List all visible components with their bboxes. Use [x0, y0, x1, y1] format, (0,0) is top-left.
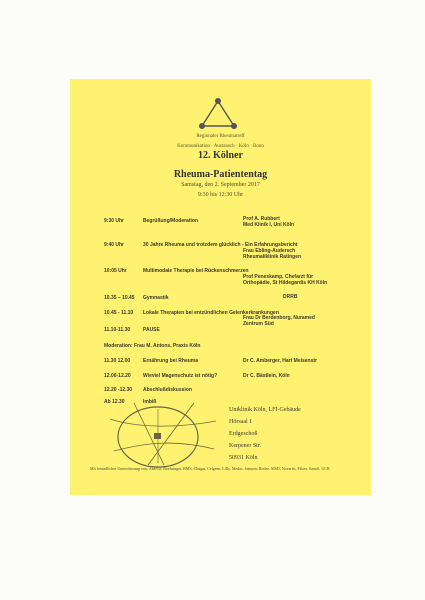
program-speaker: Prof A. Rubbert Med Klinik I, Uni Köln [243, 216, 295, 228]
program-time: Ab 12.30 [104, 399, 125, 405]
program-time: 9:40 Uhr [104, 242, 125, 248]
program-topic: Multimodale Therapie bei Rückenschmerzen [143, 268, 249, 274]
program-topic: 30 Jahre Rheuma und trotzdem glücklich - Ein Erfahrungsbericht [143, 242, 298, 248]
program-time: 11.10-11.30 [104, 327, 131, 333]
location-map-icon [104, 399, 222, 469]
program-topic: Wieviel Magenschutz ist nötig? [143, 373, 218, 379]
program-time: 9:30 Uhr [104, 218, 125, 224]
address-line: Kerpener Str. [229, 443, 261, 449]
logo-triangle-icon [198, 97, 238, 131]
program-speaker: Dr C. Amberger, Hart Meisenstr [243, 358, 318, 364]
org-name: Regionaler Rheumatreff [196, 134, 245, 139]
moderation-note: Moderation: Frau M. Antons, Praxis Köln [104, 343, 201, 349]
org-subtitle: Kommunikation · Austausch · Köln · Bonn [177, 144, 264, 149]
event-date: Samstag, den 2. September 2017 [181, 182, 260, 188]
program-topic: Abschlußdiskussion [143, 387, 192, 393]
program-speaker: Prof Peneskamp, Chefarzt für Orthopädie, St Hildegardis KH Köln [243, 274, 328, 286]
program-time: 12.20 -12.30 [104, 387, 133, 393]
program-topic: Lokale Therapien bei entzündlichen Gelenkerkrankungen [143, 310, 279, 316]
program-speaker: Frau Ebling-Audersch Rheumaliklinik Ratingen [243, 248, 302, 260]
program-topic: PAUSE [143, 327, 160, 333]
program-speaker: Frau Dr Berdenborg, Nuramed Zentrum Süd [243, 315, 315, 327]
address-line: Hörsaal 1 [229, 419, 253, 425]
address-line: Uniklinik Köln, LFI-Gebäude [229, 407, 301, 413]
program-time: 10:05 Uhr [104, 268, 127, 274]
program-time: 10.45 - 11.10 [104, 310, 134, 316]
flyer [70, 79, 371, 495]
program-time: 10.35 – 10.45 [104, 295, 135, 301]
event-time: 9:30 bis 12:30 Uhr [197, 192, 244, 198]
program-speaker: DRRB [283, 294, 298, 300]
title-line2: Rheuma-Patiententag [173, 169, 268, 180]
program-speaker: Dr C. Bästlein, Köln [243, 373, 290, 379]
program-topic: Gymnastik [143, 295, 169, 301]
program-topic: Imbiß [143, 399, 157, 405]
program-time: 12.00-12.20 [104, 373, 131, 379]
title-line1: 12. Kölner [198, 150, 243, 161]
address-line: Erdgeschoß [229, 431, 258, 437]
sponsor-footer: Mit freundlicher Unterstützung von: AbbVie, Boehringer, BMS, Chugai, Celgene, Lilly, Medac, Janssen, Roche, MSD, Novartis, Pfizer, Sanofi, UCB [90, 466, 330, 471]
program-topic: Ernährung bei Rheuma [143, 358, 199, 364]
program-topic: Begrüßung/Moderation [143, 218, 198, 224]
program-time: 11.30 12.00 [104, 358, 131, 364]
address-line: 50931 Köln [229, 455, 258, 461]
